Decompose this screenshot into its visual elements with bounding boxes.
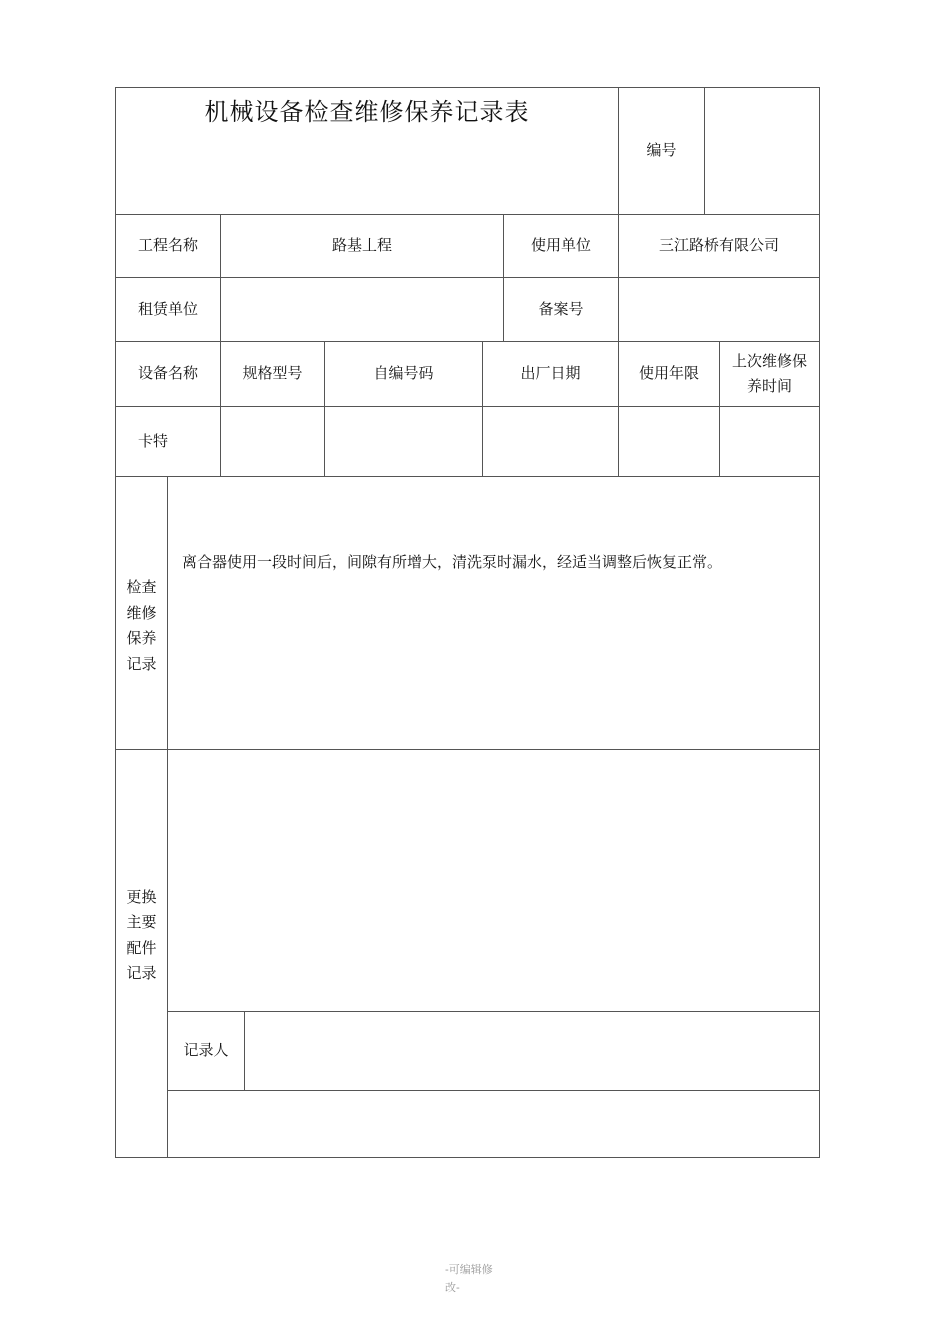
page-footer [445, 1261, 505, 1296]
inspection-label-line-1: 检查 [126, 578, 157, 596]
last-service-time-value[interactable] [719, 406, 820, 477]
last-service-time-header [719, 341, 820, 407]
parts-replacement-content[interactable] [167, 749, 820, 1012]
lessor-value[interactable] [220, 277, 504, 342]
footer-line-2: 改- [445, 1280, 460, 1294]
inspection-label-line-3: 保养 [126, 629, 157, 647]
parts-label-line-3: 配件 [126, 938, 157, 957]
parts-label-line-1: 更换 [126, 887, 157, 906]
user-unit-label: 使用单位 [503, 214, 619, 278]
recorder-value[interactable] [244, 1011, 820, 1091]
parts-label-line-2: 主要 [126, 913, 157, 931]
inspection-record-text[interactable]: 离合器使用一段时间后，间隙有所增大，清洗泵时漏水，经适当调整后恢复正常。 [167, 476, 820, 750]
equipment-name-header: 设备名称 [115, 341, 221, 407]
model-spec-value[interactable] [220, 406, 325, 477]
filing-number-label: 备案号 [503, 277, 619, 342]
serial-number-value[interactable] [324, 406, 483, 477]
form-title: 机械设备检查维修保养记录表 [115, 87, 619, 215]
maintenance-record-form [115, 87, 820, 1158]
footer-line-1: -可编辑修 [445, 1263, 493, 1276]
lessor-label: 租赁单位 [115, 277, 221, 342]
parts-label-line-4: 记录 [126, 964, 157, 982]
manufacture-date-header: 出厂日期 [482, 341, 619, 407]
inspection-label-line-2: 维修 [126, 603, 157, 622]
inspection-record-label [115, 476, 168, 750]
equipment-name-value[interactable]: 卡特 [115, 406, 221, 477]
service-years-header: 使用年限 [618, 341, 720, 407]
serial-number-header: 自编号码 [324, 341, 483, 407]
service-years-value[interactable] [618, 406, 720, 477]
manufacture-date-value[interactable] [482, 406, 619, 477]
project-name-label: 工程名称 [115, 214, 221, 278]
inspection-label-line-4: 记录 [126, 654, 157, 673]
filing-number-value[interactable] [618, 277, 820, 342]
project-name-value[interactable]: 路基丄程 [220, 214, 504, 278]
model-spec-header: 规格型号 [220, 341, 325, 407]
number-label: 编号 [618, 87, 705, 215]
recorder-label: 记录人 [167, 1011, 245, 1091]
user-unit-value[interactable]: 三江路桥有限公司 [618, 214, 820, 278]
last-service-header-line-2: 养时间 [746, 377, 792, 395]
bottom-blank-cell[interactable] [167, 1090, 820, 1158]
last-service-header-line-1: 上次维修保 [731, 351, 807, 370]
number-value[interactable] [704, 87, 820, 215]
parts-replacement-label [115, 749, 168, 1158]
